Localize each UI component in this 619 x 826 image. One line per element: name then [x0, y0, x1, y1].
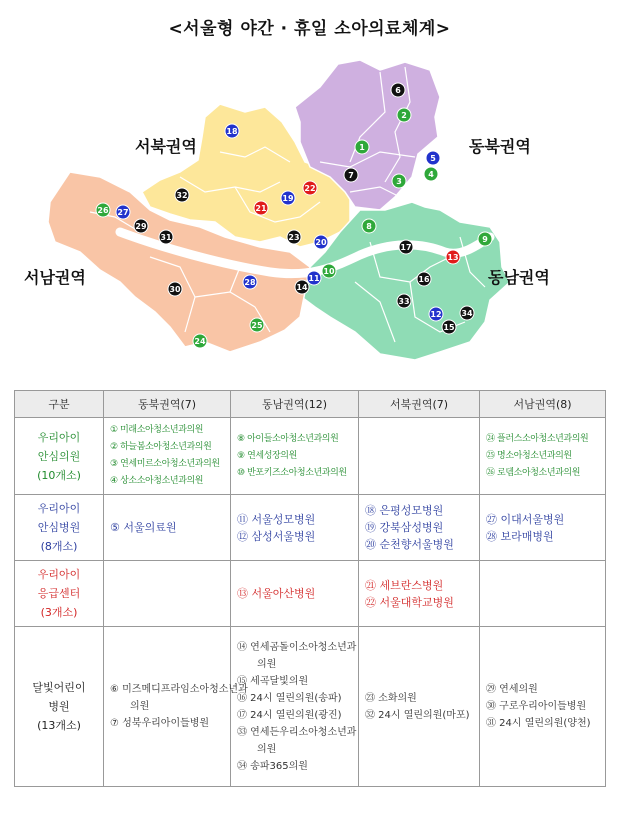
region-label-southeast: 동남권역	[488, 268, 550, 287]
map-svg	[20, 42, 600, 382]
facility-item: ㉒ 서울대학교병원	[365, 595, 454, 609]
map-marker	[281, 191, 295, 205]
map-marker-number: 21	[255, 204, 267, 213]
category-line: 안심의원	[37, 449, 81, 463]
facility-item: ⑭ 연세곰돌이소아청소년과	[237, 641, 357, 653]
map-marker-number: 2	[401, 111, 407, 120]
map-marker-number: 17	[400, 243, 412, 252]
facility-list	[486, 681, 599, 732]
facility-item: ㉝ 연세든우리소아청소년과	[237, 726, 357, 738]
map-marker-number: 8	[366, 222, 372, 231]
facility-item: ⑳ 순천향서울병원	[365, 538, 454, 551]
map-marker-number: 3	[396, 177, 402, 186]
table-cell	[231, 418, 359, 495]
facility-item: ㉛ 24시 열린의원(양천)	[486, 718, 591, 729]
table-cell	[359, 627, 480, 787]
map-marker	[478, 232, 492, 246]
header-southwest: 서남권역(8)	[480, 391, 606, 418]
map-marker-number: 4	[428, 170, 434, 179]
table-cell	[231, 561, 359, 627]
facility-list	[486, 431, 599, 482]
map-marker-number: 9	[482, 235, 488, 244]
map-marker-number: 5	[430, 154, 436, 163]
map-marker	[159, 230, 173, 244]
map-marker-number: 32	[176, 191, 188, 200]
map-marker	[134, 219, 148, 233]
facility-list	[110, 681, 248, 732]
facility-item: ④ 상소소아청소년과의원	[110, 476, 204, 486]
facility-list	[237, 639, 357, 775]
region-label-southwest: 서남권역	[24, 268, 86, 287]
category-line: 응급센터	[37, 587, 81, 600]
header-category: 구분	[15, 391, 104, 418]
category-line: 우리아이	[37, 568, 81, 581]
seoul-region-map	[20, 42, 600, 382]
map-marker	[397, 108, 411, 122]
facility-item: ⑩ 반포키즈소아청소년과의원	[237, 467, 347, 478]
category-line: (8개소)	[40, 540, 78, 553]
map-marker-number: 34	[461, 309, 473, 318]
map-marker-number: 11	[308, 274, 320, 283]
map-marker-number: 10	[323, 267, 335, 276]
map-marker-number: 16	[418, 275, 430, 284]
map-marker	[193, 334, 207, 348]
map-marker	[168, 282, 182, 296]
facility-item: ㉖ 로뎀소아청소년과의원	[486, 467, 581, 478]
map-marker	[392, 174, 406, 188]
map-marker	[303, 181, 317, 195]
table-cell	[231, 627, 359, 787]
map-marker	[429, 307, 443, 321]
map-marker-number: 23	[288, 233, 300, 242]
facility-item: ㉓ 소화의원	[365, 692, 417, 704]
care-system-table	[14, 390, 606, 787]
map-marker	[295, 280, 309, 294]
map-marker-number: 30	[169, 285, 181, 294]
facility-item: 의원	[257, 658, 277, 670]
table-cell	[104, 627, 248, 787]
facility-item: ⑱ 은평성모병원	[365, 504, 444, 517]
map-marker	[446, 250, 460, 264]
map-marker-number: 6	[395, 86, 401, 95]
facility-item: ㉔ 플러스소아청소년과의원	[486, 433, 589, 444]
category-line: 우리아이	[37, 502, 81, 515]
map-marker-number: 20	[315, 238, 327, 247]
facility-item: ② 하늘봄소아청소년과의원	[110, 442, 212, 452]
category-line: 안심병원	[37, 521, 81, 534]
table-header-row	[15, 391, 606, 418]
map-marker-number: 12	[430, 310, 442, 319]
map-marker	[96, 203, 110, 217]
category-line: 달빛어린이	[32, 681, 86, 694]
facility-item: ③ 연세미르소아청소년과의원	[110, 459, 220, 469]
facility-list	[365, 502, 473, 553]
map-marker-number: 13	[447, 253, 459, 262]
row-category	[15, 495, 104, 561]
facility-item: ㉞ 송파365의원	[237, 760, 308, 772]
category-line: 병원	[48, 700, 70, 713]
facility-item: ⑫ 삼성서울병원	[237, 529, 316, 543]
category-line: (10개소)	[37, 468, 81, 482]
table-cell	[480, 627, 606, 787]
map-marker-number: 25	[251, 321, 263, 330]
map-marker	[225, 124, 239, 138]
map-marker	[355, 140, 369, 154]
facility-item: ⑮ 세곡달빛의원	[237, 675, 309, 687]
facility-item: ㉙ 연세의원	[486, 684, 538, 695]
table-row	[15, 627, 606, 787]
map-marker-number: 26	[97, 206, 109, 215]
table-cell	[359, 495, 480, 561]
facility-list	[110, 519, 224, 536]
facility-item: ㉑ 세브란스병원	[365, 578, 444, 592]
facility-list	[365, 577, 473, 611]
map-marker-number: 33	[398, 297, 410, 306]
map-marker	[362, 219, 376, 233]
facility-item: ㉚ 구로우리아이들병원	[486, 701, 587, 712]
region-label-northwest: 서북권역	[135, 137, 197, 156]
facility-item: ⑥ 미즈메디프라임소아청소년과	[110, 684, 248, 695]
map-marker	[442, 320, 456, 334]
facility-list	[110, 422, 224, 490]
table-cell	[480, 561, 606, 627]
facility-item: ⑨ 연세성장의원	[237, 450, 297, 461]
category-line: (13개소)	[37, 719, 81, 732]
facility-item: 의원	[257, 743, 277, 755]
table-cell	[104, 418, 231, 495]
header-southeast: 동남권역(12)	[231, 391, 359, 418]
table-cell	[359, 418, 480, 495]
facility-item: ⑤ 서울의료원	[110, 521, 177, 534]
row-category	[15, 561, 104, 627]
map-marker-number: 14	[296, 283, 308, 292]
map-marker	[426, 151, 440, 165]
facility-item: ⑧ 아이들소아청소년과의원	[237, 433, 339, 444]
header-northeast: 동북권역(7)	[104, 391, 231, 418]
map-marker	[116, 205, 130, 219]
table-cell	[359, 561, 480, 627]
category-line: 우리아이	[37, 430, 81, 444]
map-marker	[250, 318, 264, 332]
table-cell	[104, 495, 231, 561]
facility-item: ⑰ 24시 열린의원(광진)	[237, 709, 342, 721]
facility-item: 의원	[130, 701, 150, 712]
map-marker-number: 24	[194, 337, 206, 346]
map-marker	[399, 240, 413, 254]
facility-item: ⑲ 강북삼성병원	[365, 521, 444, 534]
facility-item: ⑦ 성북우리아이들병원	[110, 718, 210, 729]
facility-list	[486, 511, 599, 545]
map-marker-number: 31	[160, 233, 172, 242]
facility-list	[237, 511, 352, 545]
table-cell	[104, 561, 231, 627]
map-marker	[243, 275, 257, 289]
facility-item: ⑪ 서울성모병원	[237, 512, 316, 526]
map-marker-number: 18	[226, 127, 238, 136]
map-marker	[391, 83, 405, 97]
row-category	[15, 418, 104, 495]
facility-item: ㉗ 이대서울병원	[486, 512, 565, 526]
map-marker	[254, 201, 268, 215]
map-marker	[322, 264, 336, 278]
map-marker-number: 29	[135, 222, 147, 231]
map-marker	[287, 230, 301, 244]
table-row	[15, 418, 606, 495]
facility-item: ① 미래소아청소년과의원	[110, 425, 204, 435]
table-cell	[231, 495, 359, 561]
facility-item: ⑯ 24시 열린의원(송파)	[237, 692, 342, 704]
map-marker-number: 7	[348, 171, 354, 180]
map-marker	[397, 294, 411, 308]
table-cell	[480, 418, 606, 495]
map-marker-number: 22	[304, 184, 316, 193]
facility-item: ㉜ 24시 열린의원(마포)	[365, 709, 470, 721]
map-marker	[424, 167, 438, 181]
facility-item: ㉘ 보라매병원	[486, 529, 554, 543]
header-northwest: 서북권역(7)	[359, 391, 480, 418]
table-cell	[480, 495, 606, 561]
region-label-northeast: 동북권역	[469, 137, 531, 156]
facility-list	[237, 431, 352, 482]
facility-list	[237, 585, 352, 602]
map-marker-number: 19	[282, 194, 294, 203]
row-category	[15, 627, 104, 787]
facility-item: ⑬ 서울아산병원	[237, 587, 316, 600]
map-marker	[314, 235, 328, 249]
table-row	[15, 495, 606, 561]
map-marker	[344, 168, 358, 182]
table-row	[15, 561, 606, 627]
map-marker	[307, 271, 321, 285]
map-marker-number: 27	[117, 208, 129, 217]
page-title: <서울형 야간 · 휴일 소아의료체계>	[168, 19, 451, 39]
map-marker	[417, 272, 431, 286]
map-marker-number: 15	[443, 323, 455, 332]
map-marker	[175, 188, 189, 202]
map-marker-number: 28	[244, 278, 256, 287]
facility-item: ㉕ 명소아청소년과의원	[486, 450, 572, 461]
facility-list	[365, 690, 473, 724]
category-line: (3개소)	[40, 606, 78, 619]
map-marker	[460, 306, 474, 320]
map-marker-number: 1	[359, 143, 365, 152]
